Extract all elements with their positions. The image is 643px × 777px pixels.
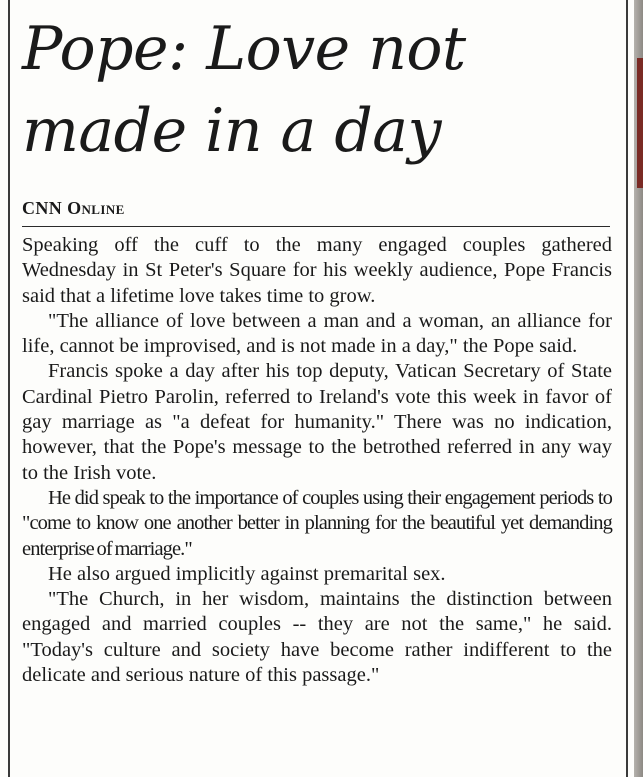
article-paragraph: He also argued implicitly against premarital sex. — [48, 562, 446, 585]
byline: CNN Online — [22, 198, 125, 218]
article-paragraph: "The Church, in her wisdom, maintains the distinction between engaged and married couples -- they are not the same," he said. "Today's culture and society have become rather indifferent to the delicate and serious nature of this passage." — [22, 588, 612, 687]
article-paragraph: "The alliance of love between a man and a woman, an alliance for life, cannot be improvised, and is not made in a day," the Pope said. — [22, 309, 612, 358]
column-rule-right — [626, 0, 628, 777]
byline-divider — [22, 226, 610, 227]
column-rule-left — [8, 0, 10, 777]
headline: Pope: Love not made in a day — [22, 14, 466, 166]
article-paragraph: Francis spoke a day after his top deputy, Vatican Secretary of State Cardinal Pietro Parolin, referred to Ireland's vote this week in favor of gay marriage as "a defeat for humanity." There was no indication, however, that the Pope's message to the betrothed referred in any way to the Irish vote. — [22, 360, 612, 484]
article-paragraph: Speaking off the cuff to the many engaged couples gathered Wednesday in St Peter's Square for his weekly audience, Pope Francis said that a lifetime love takes time to grow. — [22, 234, 612, 307]
adjacent-page-red-mark — [637, 58, 643, 188]
article-body — [22, 233, 612, 688]
article-paragraph: He did speak to the importance of couples using their engagement periods to "come to know one another better in planning for the beautiful yet demanding enterprise of marriage." — [22, 486, 612, 560]
adjacent-page-edge — [634, 0, 643, 777]
